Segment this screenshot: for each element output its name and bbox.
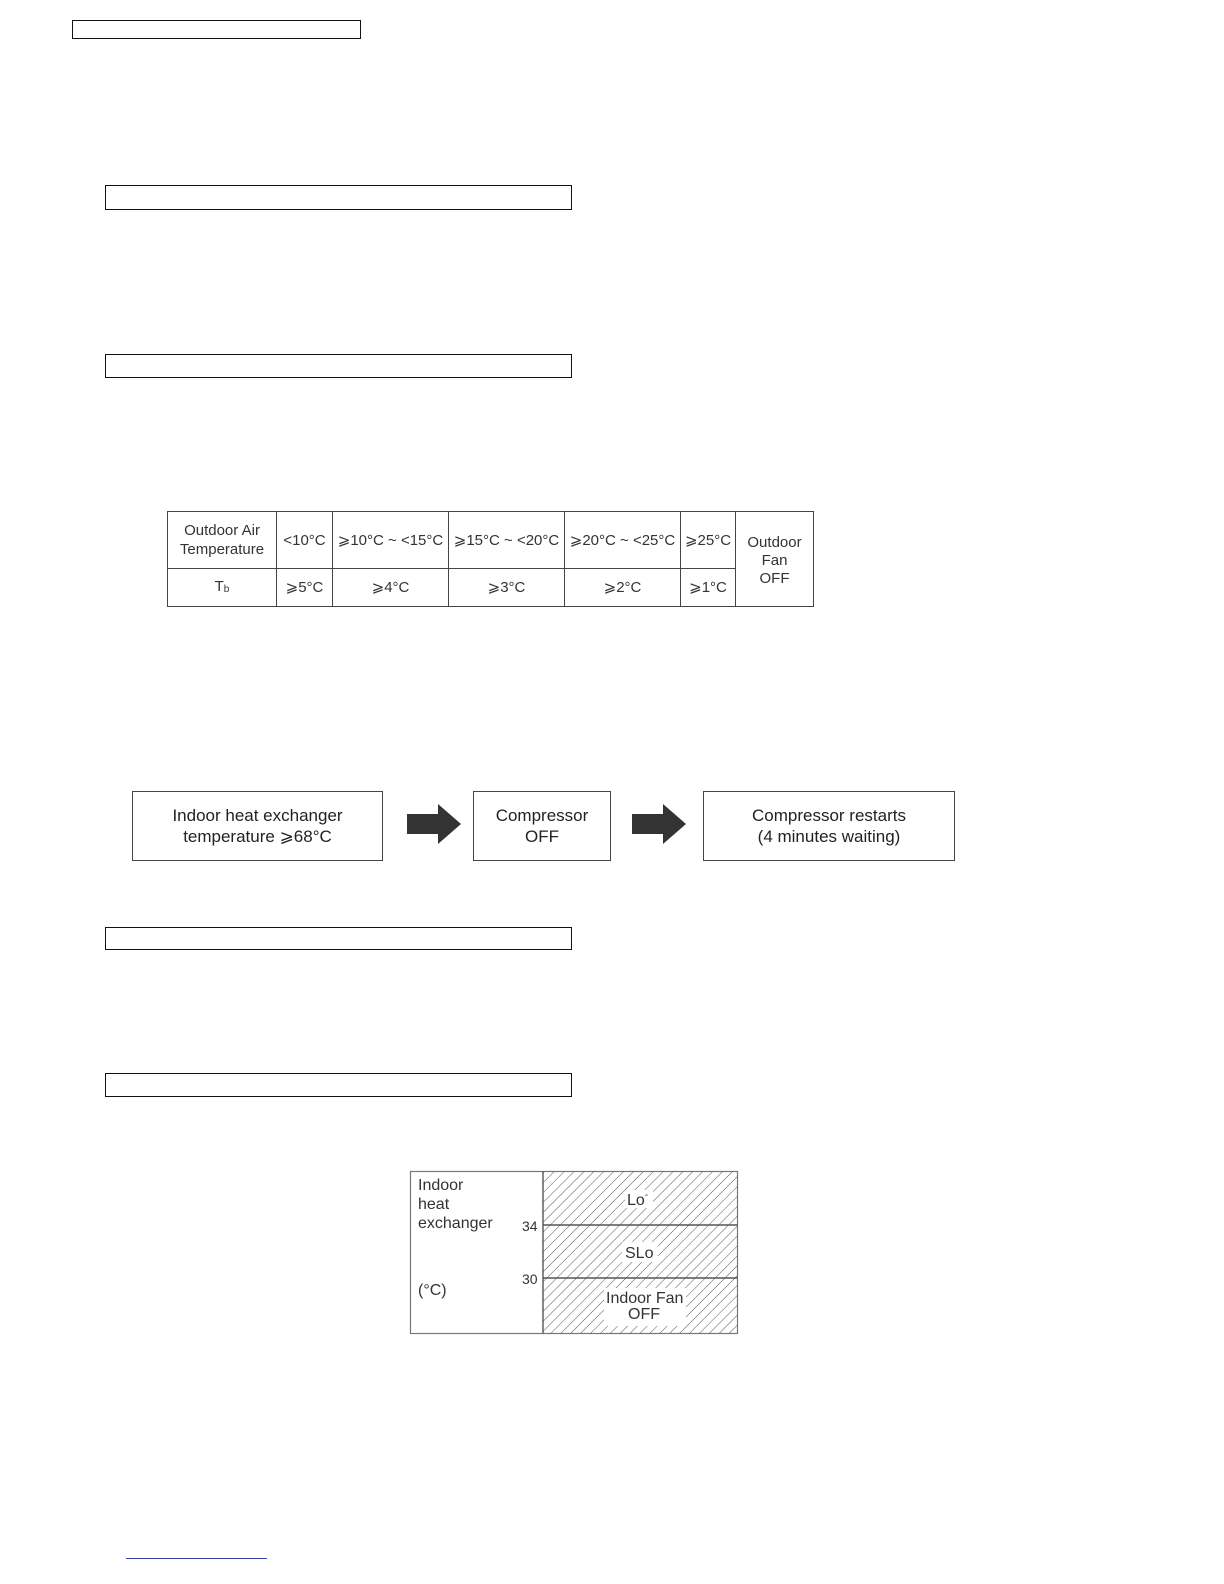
table-cell-outdoor-fan-off bbox=[736, 512, 814, 607]
flow-step1-line2: temperature ⩾68°C bbox=[183, 827, 332, 846]
table-cell-value: ⩾5°C bbox=[277, 569, 333, 607]
flow-step3-line2: (4 minutes waiting) bbox=[757, 827, 901, 846]
zone-label-lo-suffix: - bbox=[644, 1190, 649, 1201]
table-cell-range: ⩾10°C ~ <15°C bbox=[333, 512, 449, 569]
flow-step-indoor-heat-exchanger bbox=[132, 791, 383, 861]
outdoor-air-temperature-table bbox=[167, 511, 814, 607]
zone-label-lo-text: Lo bbox=[627, 1192, 645, 1209]
table-cell-value: ⩾3°C bbox=[449, 569, 565, 607]
fan-label-line3: OFF bbox=[759, 570, 790, 587]
zone-label-slo: SLo bbox=[625, 1245, 654, 1262]
table-row bbox=[168, 569, 814, 607]
table-cell-value: ⩾4°C bbox=[333, 569, 449, 607]
indoor-fan-control-chart bbox=[408, 1169, 740, 1337]
header-box bbox=[72, 20, 361, 39]
row-label-sub: b bbox=[223, 583, 230, 595]
footer-link-underline[interactable] bbox=[126, 1558, 267, 1559]
fan-label-line1: Outdoor bbox=[747, 534, 802, 551]
table-cell-value: ⩾1°C bbox=[681, 569, 736, 607]
threshold-label-30: 30 bbox=[522, 1271, 538, 1287]
header-label-line1: Outdoor Air bbox=[184, 522, 260, 539]
zone-label-fan-off-line1: Indoor Fan bbox=[606, 1290, 684, 1307]
section-heading-box-1 bbox=[105, 185, 572, 210]
header-label-line2: Temperature bbox=[179, 541, 265, 558]
flow-step1-line1: Indoor heat exchanger bbox=[172, 806, 343, 825]
zone-label-fan-off-line2: OFF bbox=[628, 1306, 660, 1323]
table-cell-range: <10°C bbox=[277, 512, 333, 569]
chart-label-line3: exchanger bbox=[418, 1215, 493, 1232]
table-cell-range: ⩾20°C ~ <25°C bbox=[565, 512, 681, 569]
flow-step2-line1: Compressor bbox=[495, 806, 589, 825]
threshold-label-34: 34 bbox=[522, 1218, 538, 1234]
section-heading-box-2 bbox=[105, 354, 572, 378]
chart-unit-label: (°C) bbox=[418, 1282, 447, 1299]
fan-label-line2: Fan bbox=[761, 552, 788, 569]
arrow-right-icon bbox=[632, 804, 687, 844]
table-header-outdoor-air-temperature bbox=[168, 512, 277, 569]
flow-step2-line2: OFF bbox=[525, 827, 559, 846]
flow-step-compressor-restarts bbox=[703, 791, 955, 861]
section-heading-box-3 bbox=[105, 927, 572, 950]
flow-step-compressor-off bbox=[473, 791, 611, 861]
table-row bbox=[168, 512, 814, 569]
table-cell-value: ⩾2°C bbox=[565, 569, 681, 607]
flow-step3-line1: Compressor restarts bbox=[752, 806, 906, 825]
table-cell-range: ⩾25°C bbox=[681, 512, 736, 569]
chart-label-line1: Indoor bbox=[418, 1177, 464, 1194]
table-cell-range: ⩾15°C ~ <20°C bbox=[449, 512, 565, 569]
table-row-label-tb bbox=[168, 569, 277, 607]
row-label-main: T bbox=[214, 577, 224, 595]
section-heading-box-4 bbox=[105, 1073, 572, 1097]
chart-label-line2: heat bbox=[418, 1196, 450, 1213]
arrow-right-icon bbox=[407, 804, 462, 844]
